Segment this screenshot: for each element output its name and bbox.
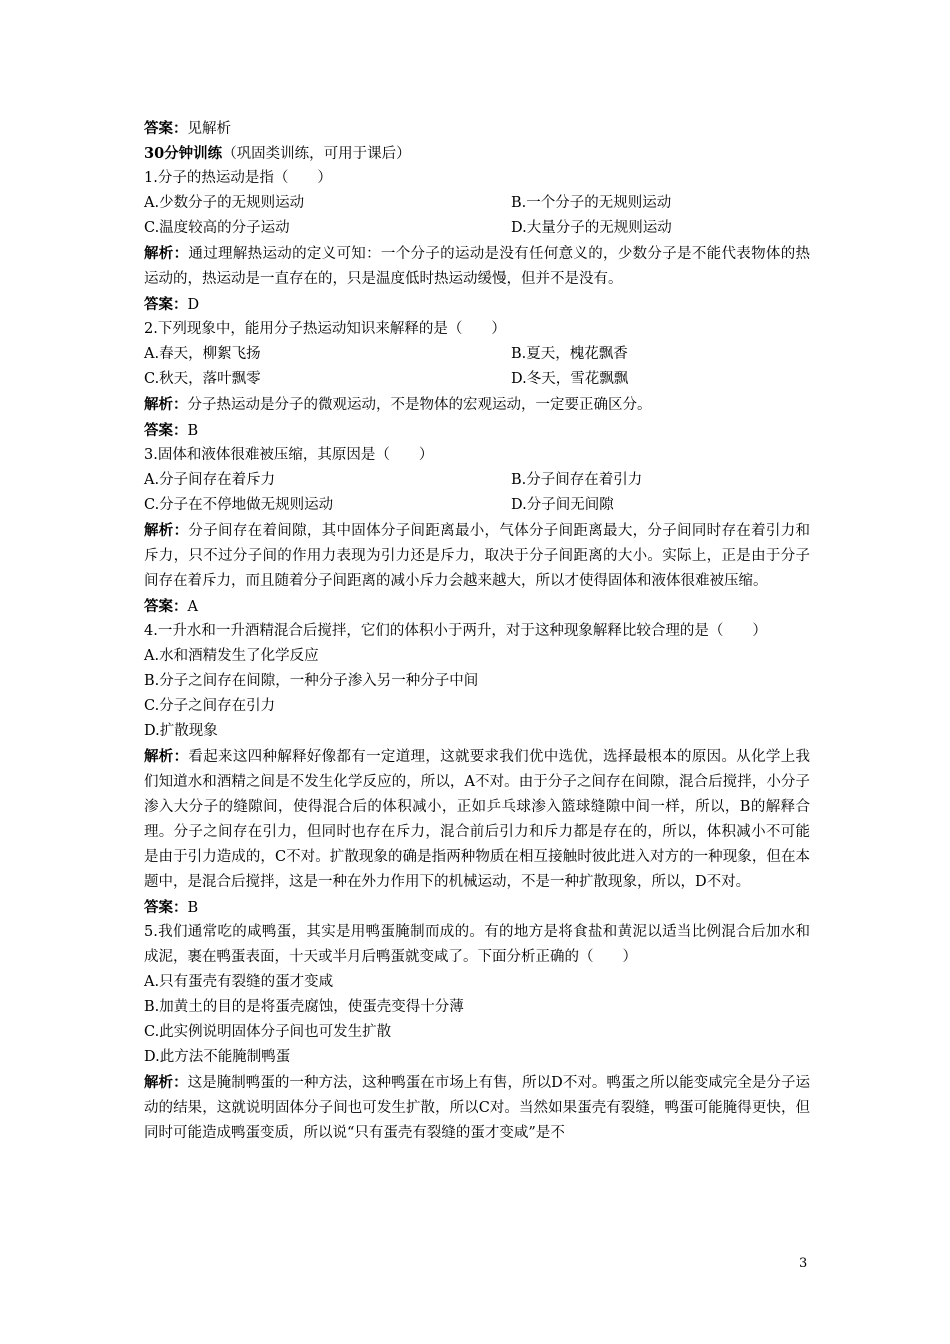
document-page xyxy=(144,116,810,1146)
option: C.此实例说明固体分子间也可发生扩散 xyxy=(144,1024,392,1040)
analysis: 解析：分子热运动是分子的微观运动，不是物体的宏观运动，一定要正确区分。 xyxy=(144,396,652,413)
answer: 答案：B xyxy=(144,422,199,439)
option: D.此方法不能腌制鸭蛋 xyxy=(144,1049,291,1065)
option: A.水和酒精发生了化学反应 xyxy=(144,648,319,664)
answer: 答案：B xyxy=(144,899,199,916)
option: C.温度较高的分子运动 xyxy=(144,220,290,236)
option: A.春天，柳絮飞扬 xyxy=(144,346,261,362)
answer: 答案：A xyxy=(144,598,198,615)
question-stem: 5.我们通常吃的咸鸭蛋，其实是用鸭蛋腌制而成的。有的地方是将食盐和黄泥以适当比例混合后加水和成泥，裹在鸭蛋表面，十天或半月后鸭蛋就变咸了。下面分析正确的（ ） xyxy=(144,924,810,965)
option: C.秋天，落叶飘零 xyxy=(144,371,261,387)
option-row xyxy=(144,342,810,367)
option-row xyxy=(144,468,810,493)
option: B.分子之间存在间隙，一种分子渗入另一种分子中间 xyxy=(144,673,479,689)
question-stem: 4.一升水和一升酒精混合后搅拌，它们的体积小于两升，对于这种现象解释比较合理的是（ ） xyxy=(144,623,767,639)
analysis: 解析：看起来这四种解释好像都有一定道理，这就要求我们优中选优，选择最根本的原因。从化学上我们知道水和酒精之间是不发生化学反应的，所以，A不对。由于分子之间存在间隙，混合后搅拌，小分子渗入大分子的缝隙间，使得混合后的体积减小，正如乒乓球渗入篮球缝隙中间一样，所以，B的解释合理。分子之间存在引力，但同时也存在斥力，混合前后引力和斥力都是存在的，所以，体积减小不可能是由于引力造成的，C不对。扩散现象的确是指两种物质在相互接触时彼此进入对方的一种现象，但在本题中，是混合后搅拌，这是一种在外力作用下的机械运动，不是一种扩散现象，所以，D不对。 xyxy=(144,748,810,890)
option: C.分子之间存在引力 xyxy=(144,698,276,714)
option-row xyxy=(144,191,810,216)
option: C.分子在不停地做无规则运动 xyxy=(144,497,334,513)
question-stem: 3.固体和液体很难被压缩，其原因是（ ） xyxy=(144,447,434,463)
option-row xyxy=(144,493,810,518)
page-number: 3 xyxy=(799,1256,808,1271)
option: D.冬天，雪花飘飘 xyxy=(511,371,629,387)
option: B.夏天，槐花飘香 xyxy=(511,346,628,362)
question-stem: 1.分子的热运动是指（ ） xyxy=(144,170,332,186)
question-stem: 2.下列现象中，能用分子热运动知识来解释的是（ ） xyxy=(144,321,506,337)
section-title: 30分钟训练 xyxy=(144,145,223,162)
option: B.加黄土的目的是将蛋壳腐蚀，使蛋壳变得十分薄 xyxy=(144,999,464,1015)
section-heading xyxy=(144,141,810,166)
option-row xyxy=(144,216,810,241)
option: A.只有蛋壳有裂缝的蛋才变咸 xyxy=(144,974,334,990)
option: D.分子间无间隙 xyxy=(511,497,614,513)
analysis: 解析：这是腌制鸭蛋的一种方法，这种鸭蛋在市场上有售，所以D不对。鸭蛋之所以能变咸完全是分子运动的结果，这就说明固体分子间也可发生扩散，所以C对。当然如果蛋壳有裂缝，鸭蛋可能腌得更快，但同时可能造成鸭蛋变质，所以说“只有蛋壳有裂缝的蛋才变咸”是不 xyxy=(144,1074,810,1141)
section-subtitle: （巩固类训练，可用于课后） xyxy=(222,146,411,162)
option: B.一个分子的无规则运动 xyxy=(511,195,672,211)
option: D.大量分子的无规则运动 xyxy=(511,220,672,236)
option: A.少数分子的无规则运动 xyxy=(144,195,305,211)
option: B.分子间存在着引力 xyxy=(511,472,643,488)
option: A.分子间存在着斥力 xyxy=(144,472,276,488)
analysis: 解析：分子间存在着间隙，其中固体分子间距离最小，气体分子间距离最大，分子间同时存在着引力和斥力，只不过分子间的作用力表现为引力还是斥力，取决于分子间距离的大小。实际上，正是由于分子间存在着斥力，而且随着分子间距离的减小斥力会越来越大，所以才使得固体和液体很难被压缩。 xyxy=(144,522,810,589)
option: D.扩散现象 xyxy=(144,723,218,739)
option-row xyxy=(144,367,810,392)
top-answer: 答案：见解析 xyxy=(144,120,231,137)
analysis: 解析：通过理解热运动的定义可知：一个分子的运动是没有任何意义的，少数分子是不能代表物体的热运动的，热运动是一直存在的，只是温度低时热运动缓慢，但并不是没有。 xyxy=(144,245,810,287)
answer: 答案：D xyxy=(144,296,200,313)
